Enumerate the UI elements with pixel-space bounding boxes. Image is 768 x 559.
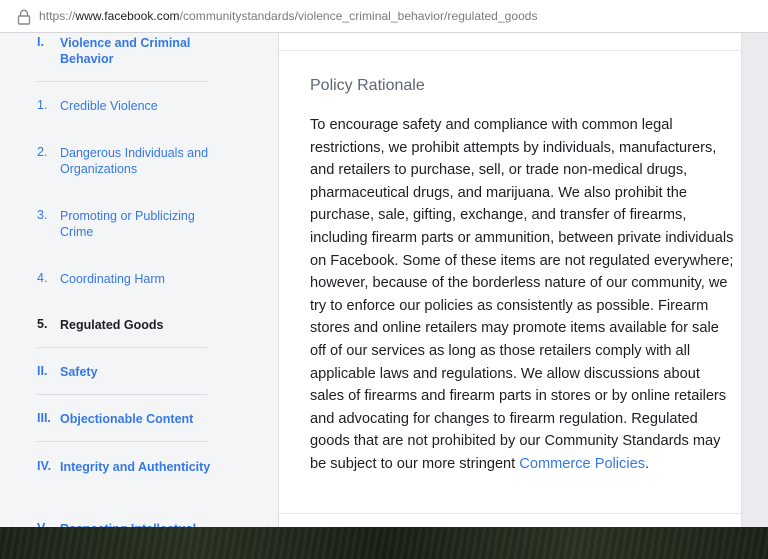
nav-number: 1. [37,98,48,112]
policy-end: . [645,455,650,472]
nav-number: I. [37,35,44,49]
divider [37,347,207,348]
background-image-strip [0,527,768,559]
nav-label: Credible Violence [60,99,158,113]
nav-label: Coordinating Harm [60,272,165,286]
content-panel [278,33,742,527]
policy-text [310,114,734,476]
nav-number: 4. [37,271,48,285]
lock-icon [17,9,31,25]
sidebar-nav [0,33,278,527]
nav-label: Objectionable Content [60,412,194,426]
background-texture [0,527,768,559]
nav-number: 2. [37,145,48,159]
nav-label: Violence and Criminal Behavior [60,36,191,66]
nav-number: 5. [37,317,48,331]
nav-label: Regulated Goods [60,318,164,332]
url-host: www.facebook.com [75,9,180,23]
url-protocol: https:// [39,9,76,23]
nav-label: Promoting or Publicizing Crime [60,209,195,239]
nav-number: III. [37,411,51,425]
divider [279,513,741,514]
nav-label: Dangerous Individuals and Organizations [60,146,209,176]
nav-number: II. [37,364,48,378]
url-path: /communitystandards/violence_criminal_behavior/regulated_goods [179,9,538,23]
nav-label: Integrity and Authenticity [60,460,211,474]
divider [279,50,741,51]
divider [37,81,207,82]
commerce-policies-link[interactable]: Commerce Policies [519,455,645,472]
address-bar[interactable] [0,0,768,33]
divider [37,394,207,395]
section-heading: Policy Rationale [310,77,425,94]
divider [37,441,207,442]
url-text[interactable] [39,9,538,23]
nav-number: 3. [37,208,48,222]
policy-body: To encourage safety and compliance with common legal restrictions, we prohibit attempts by individuals, manufacturers, and retailers to purchase, sell, or trade non-medical drugs, pharmaceutical drugs, and marijuana. We also prohibit the purchase, sale, gifting, exchange, and transfer of firearms, including firearm parts or ammunition, between private individuals on Facebook. Some of these items are not regulated everywhere; however, because of the borderless nature of our community, we try to enforce our policies as consistently as possible. Firearm stores and online retailers may promote items available for sale off of our services as long as those retailers comply with all applicable laws and regulations. We allow discussions about sales of firearms and firearm parts in stores or by online retailers and advocating for changes to firearm regulation. Regulated goods that are not prohibited by our Community Standards may be subject to our more stringent [310,117,734,472]
nav-number: IV. [37,459,52,473]
nav-label: Safety [60,365,98,379]
